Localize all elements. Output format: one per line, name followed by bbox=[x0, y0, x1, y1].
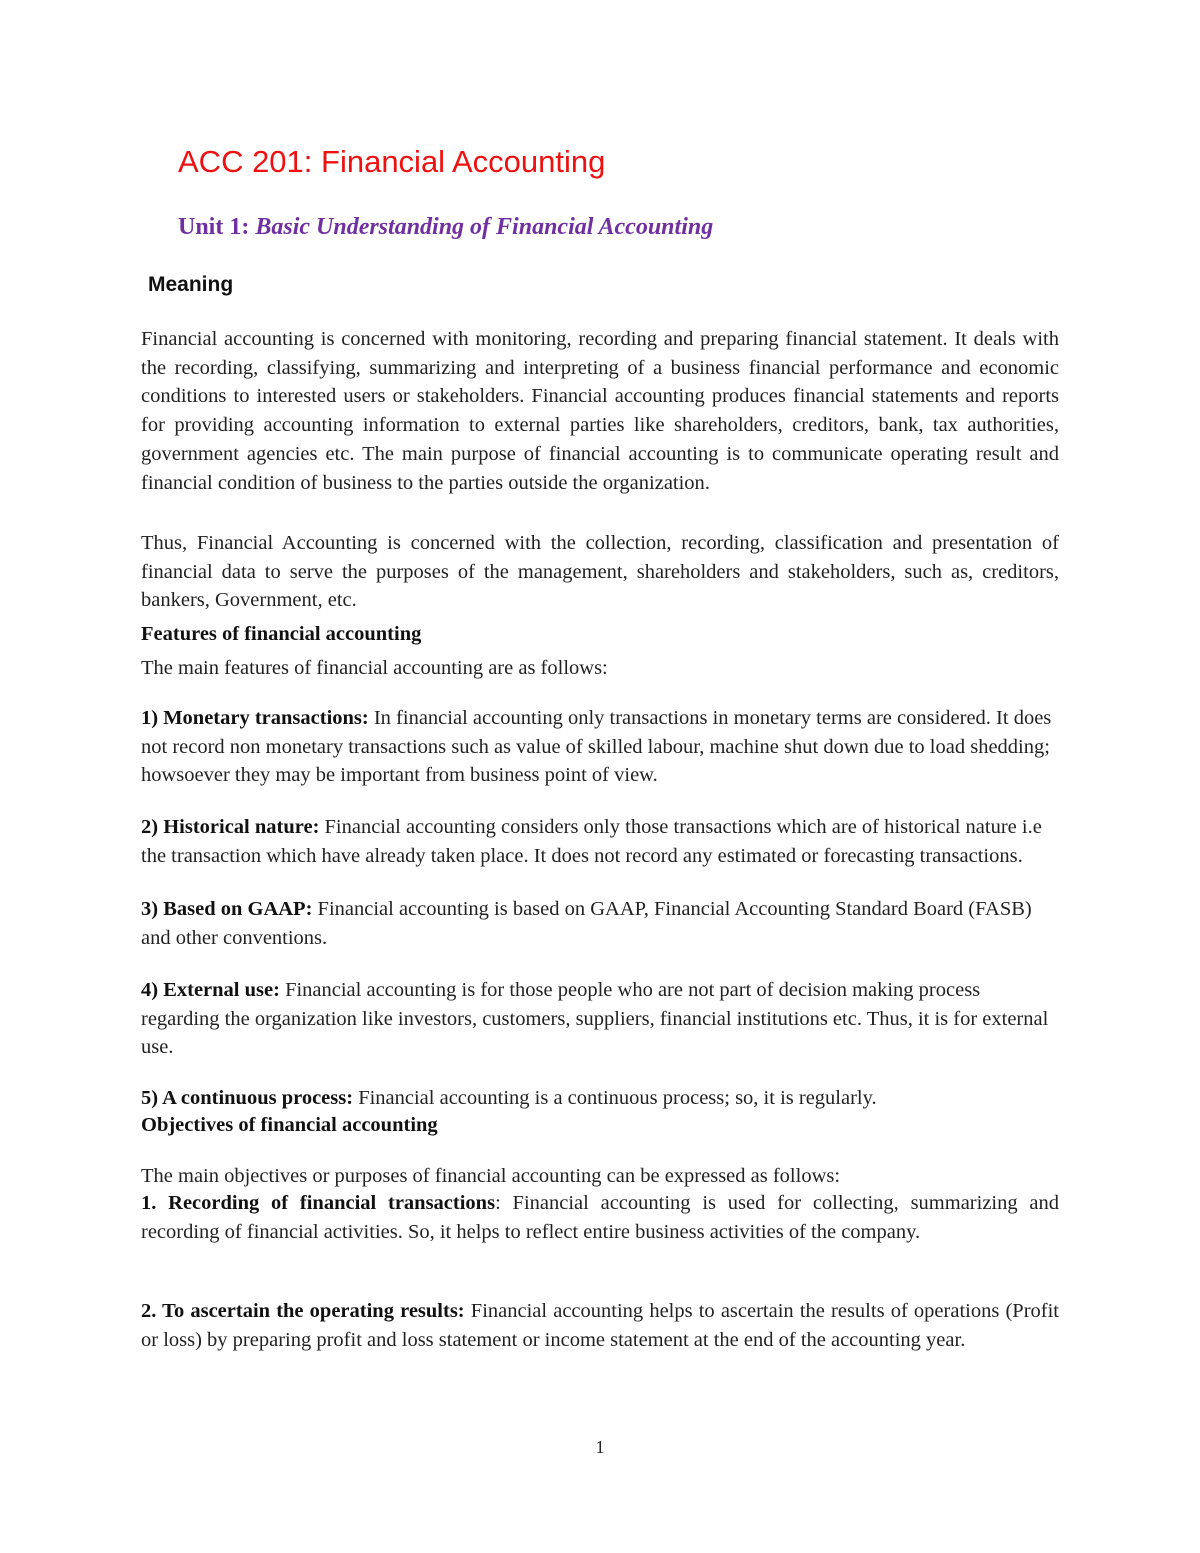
feature-item-continuous bbox=[141, 1084, 1059, 1113]
feature-label: 5) A continuous process: bbox=[141, 1087, 354, 1109]
meaning-paragraph-1: Financial accounting is concerned with monitoring, recording and preparing financial statement. It deals with the recording, classifying, summarizing and interpreting of a business financial performance and economic conditions to interested users or stakeholders. Financial accounting produces financial statements and reports for providing accounting information to external parties like shareholders, creditors, bank, tax authorities, government agencies etc. The main purpose of financial accounting is to communicate operating result and financial condition of business to the parties outside the organization. bbox=[141, 328, 1059, 494]
objectives-heading: Objectives of financial accounting bbox=[141, 1114, 438, 1136]
objective-text: : Financial accounting is used for collecting, summarizing and recording of financial activities. So, it helps to reflect entire business activities of the company. bbox=[141, 1192, 1059, 1243]
feature-text: Financial accounting considers only those transactions which are of historical nature i.e the transaction which have already taken place. It does not record any estimated or forecasting transactions. bbox=[141, 816, 1042, 867]
document-title: ACC 201: Financial Accounting bbox=[178, 144, 606, 179]
feature-item-external-use bbox=[141, 976, 1059, 1062]
features-heading: Features of financial accounting bbox=[141, 623, 422, 645]
features-intro: The main features of financial accounting are as follows: bbox=[141, 657, 608, 679]
feature-item-historical bbox=[141, 813, 1059, 870]
objective-item-recording bbox=[141, 1189, 1059, 1246]
feature-item-gaap bbox=[141, 895, 1059, 952]
unit-label: Unit 1: bbox=[178, 214, 256, 240]
feature-item-monetary bbox=[141, 704, 1059, 790]
objectives-intro: The main objectives or purposes of financial accounting can be expressed as follows: bbox=[141, 1165, 841, 1187]
feature-text: Financial accounting is a continuous process; so, it is regularly. bbox=[353, 1087, 877, 1109]
objective-text: Financial accounting helps to ascertain the results of operations (Profit or loss) by preparing profit and loss statement or income statement at the end of the accounting year. bbox=[141, 1300, 1059, 1351]
feature-text: In financial accounting only transactions in monetary terms are considered. It does not record non monetary transactions such as value of skilled labour, machine shut down due to load shedding; howsoever they may be important from business point of view. bbox=[141, 707, 1052, 787]
feature-text: Financial accounting is based on GAAP, Financial Accounting Standard Board (FASB) and other conventions. bbox=[141, 898, 1032, 949]
page-number: 1 bbox=[595, 1437, 605, 1457]
feature-label: 3) Based on GAAP: bbox=[141, 898, 313, 920]
meaning-heading: Meaning bbox=[148, 273, 234, 296]
feature-label: 1) Monetary transactions: bbox=[141, 707, 369, 729]
unit-title: Basic Understanding of Financial Accounting bbox=[255, 214, 714, 240]
feature-label: 4) External use: bbox=[141, 979, 280, 1001]
feature-text: Financial accounting is for those people who are not part of decision making process regarding the organization like investors, customers, suppliers, financial institutions etc. Thus, it is for external use. bbox=[141, 979, 1049, 1059]
objective-label: 1. Recording of financial transactions bbox=[141, 1192, 496, 1214]
feature-label: 2) Historical nature: bbox=[141, 816, 320, 838]
meaning-paragraph-2: Thus, Financial Accounting is concerned with the collection, recording, classification and presentation of financial data to serve the purposes of the management, shareholders and stakeholders, such as, creditors, bankers, Government, etc. bbox=[141, 532, 1059, 612]
objective-item-operating-results bbox=[141, 1297, 1059, 1354]
unit-heading bbox=[178, 211, 713, 243]
objective-label: 2. To ascertain the operating results: bbox=[141, 1300, 465, 1322]
